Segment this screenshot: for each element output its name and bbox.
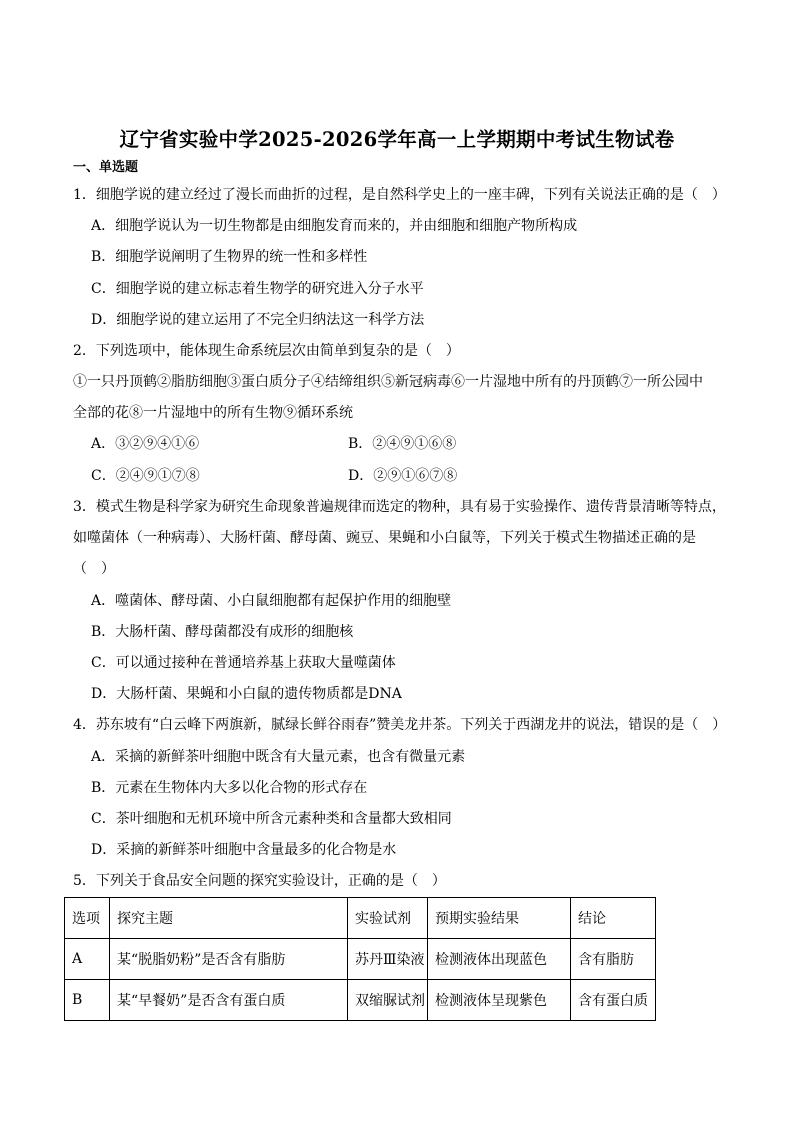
question-3-stem-line-3: （ ） [73,561,115,577]
question-1-option-d: D．细胞学说的建立运用了不完全归纳法这一科学方法 [91,312,425,328]
exam-title: 辽宁省实验中学2025-2026学年高一上学期期中考试生物试卷 [119,128,675,151]
question-1-option-b: B．细胞学说阐明了生物界的统一性和多样性 [91,249,368,265]
table-header-cell: 实验试剂 [348,898,428,939]
question-2-items-line-1: ①一只丹顶鹤②脂肪细胞③蛋白质分子④结缔组织⑤新冠病毒⑥一片湿地中所有的丹顶鹤⑦一所公园中 [73,374,703,390]
table-cell: A [65,939,110,980]
question-1-option-a: A．细胞学说认为一切生物都是由细胞发育而来的，并由细胞和细胞产物所构成 [91,218,578,234]
table-row [65,980,656,1021]
question-3-stem-line-1: 3．模式生物是科学家为研究生命现象普遍规律而选定的物种，具有易于实验操作、遗传背景清晰等特点， [73,499,726,515]
question-1-option-c: C．细胞学说的建立标志着生物学的研究进入分子水平 [91,281,424,297]
table-header-cell: 结论 [571,898,656,939]
question-4-option-a: A．采摘的新鲜茶叶细胞中既含有大量元素，也含有微量元素 [91,749,466,765]
question-3-option-a: A．噬菌体、酵母菌、小白鼠细胞都有起保护作用的细胞壁 [91,593,452,609]
table-cell: B [65,980,110,1021]
question-2-option-c: C．②④⑨①⑦⑧ [91,468,200,484]
table-header-cell: 预期实验结果 [428,898,571,939]
question-2-items-line-2: 全部的花⑧一片湿地中的所有生物⑨循环系统 [73,405,353,421]
question-1-stem: 1．细胞学说的建立经过了漫长而曲折的过程，是自然科学史上的一座丰碑，下列有关说法正确的是（ ） [73,187,726,203]
question-3-stem-line-2: 如噬菌体（一种病毒）、大肠杆菌、酵母菌、豌豆、果蝇和小白鼠等，下列关于模式生物描述正确的是 [73,530,696,546]
question-3-option-b: B．大肠杆菌、酵母菌都没有成形的细胞核 [91,624,354,640]
table-row [65,939,656,980]
question-4-stem: 4．苏东坡有“白云峰下两旗新，腻绿长鲜谷雨春”赞美龙井茶。下列关于西湖龙井的说法，错误的是（ ） [73,717,727,733]
question-4-option-d: D．采摘的新鲜茶叶细胞中含量最多的化合物是水 [91,842,397,858]
table-cell: 某“早餐奶”是否含有蛋白质 [110,980,348,1021]
table-header-row [65,898,656,939]
question-2-option-b: B．②④⑨①⑥⑧ [348,436,457,452]
table-cell: 含有脂肪 [571,939,656,980]
question-4-option-b: B．元素在生物体内大多以化合物的形式存在 [91,780,368,796]
table-cell: 含有蛋白质 [571,980,656,1021]
question-2-option-d: D．②⑨①⑥⑦⑧ [348,468,458,484]
question-5-table [64,897,656,1021]
table-header-cell: 探究主题 [110,898,348,939]
question-3-option-d: D．大肠杆菌、果蝇和小白鼠的遗传物质都是DNA [91,686,402,702]
question-5-stem: 5．下列关于食品安全问题的探究实验设计，正确的是（ ） [73,873,446,889]
question-4-option-c: C．茶叶细胞和无机环境中所含元素种类和含量都大致相同 [91,811,452,827]
table-cell: 检测液体出现蓝色 [428,939,571,980]
table-header-cell: 选项 [65,898,110,939]
question-2-option-a: A．③②⑨④①⑥ [91,436,200,452]
section-heading: 一、单选题 [73,160,139,175]
question-3-option-c: C．可以通过接种在普通培养基上获取大量噬菌体 [91,655,396,671]
table-cell: 苏丹Ⅲ染液 [348,939,428,980]
table-cell: 双缩脲试剂 [348,980,428,1021]
table-cell: 某“脱脂奶粉”是否含有脂肪 [110,939,348,980]
table-cell: 检测液体呈现紫色 [428,980,571,1021]
question-2-stem: 2．下列选项中，能体现生命系统层次由简单到复杂的是（ ） [73,343,460,359]
